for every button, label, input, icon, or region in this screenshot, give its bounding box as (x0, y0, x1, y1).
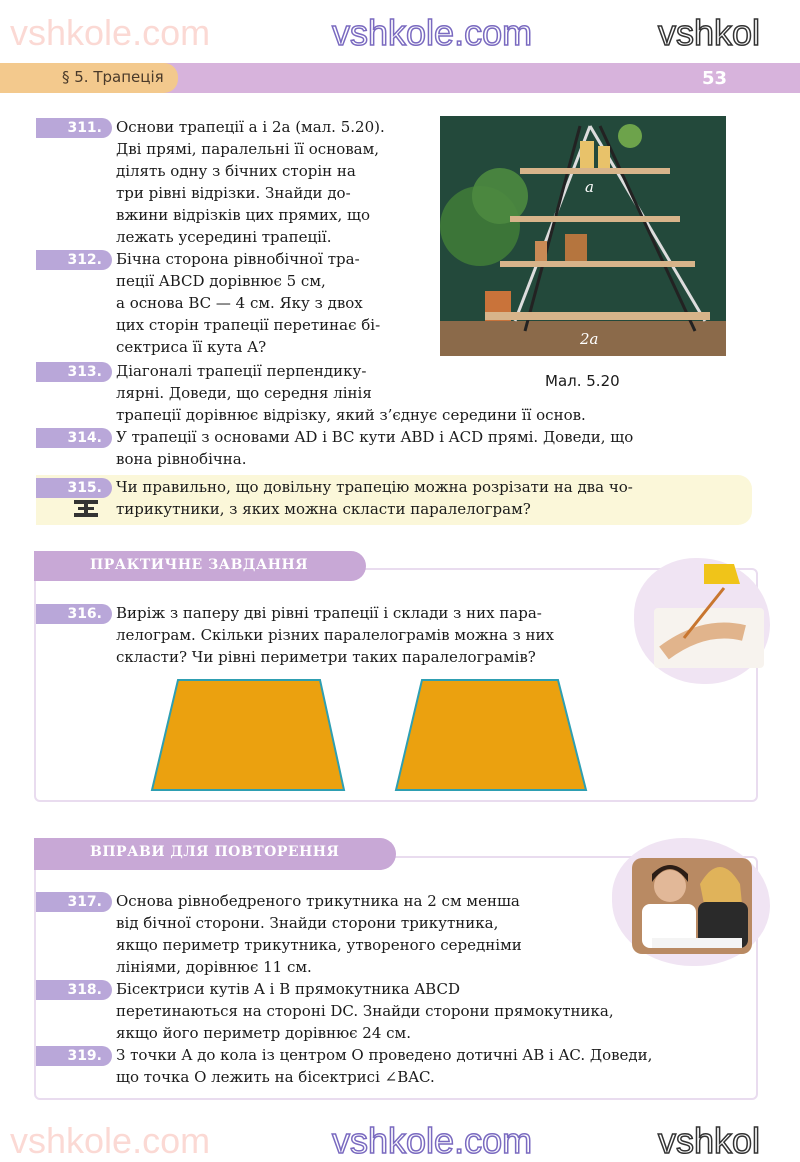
problem-311-line: Дві прямі, паралельні її основам, (116, 140, 380, 158)
problem-318-line: якщо його периметр дорівнює 24 см. (116, 1024, 411, 1042)
problem-316-line: Виріж з паперу дві рівні трапеції і склади з них пара- (116, 604, 542, 622)
practical-header: ПРАКТИЧНЕ ЗАВДАННЯ (34, 551, 366, 581)
trapezoid-left (152, 680, 344, 790)
problem-318-line: перетинаються на стороні DC. Знайди сторони прямокутника, (116, 1002, 614, 1020)
figure-caption: Мал. 5.20 (545, 372, 620, 390)
problem-314-line: вона рівнобічна. (116, 450, 247, 468)
problem-312-text (116, 248, 422, 358)
trapezoids-figure (140, 672, 600, 798)
problem-312-line: Бічна сторона рівнобічної тра- (116, 250, 360, 268)
problem-319-text (116, 1044, 736, 1088)
label-2a: 2a (580, 330, 599, 348)
problem-312-line: цих сторін трапеції перетинає бі- (116, 316, 381, 334)
problem-318-text (116, 1000, 736, 1044)
problem-number-311: 311. (36, 118, 112, 138)
problem-317-text (116, 890, 598, 978)
problem-315-line: тирикутники, з яких можна скласти паралелограм? (116, 500, 531, 518)
problem-311-line: лежать усередині трапеції. (116, 228, 332, 246)
problem-313-text (116, 360, 422, 404)
problem-number-313: 313. (36, 362, 112, 382)
problem-311-line: ділять одну з бічних сторін на (116, 162, 356, 180)
watermark: vshkole.com (10, 1120, 211, 1161)
problem-317-line: Основа рівнобедреного трикутника на 2 см менша (116, 892, 520, 910)
problem-313-line: лярні. Доведи, що середня лінія (116, 384, 372, 402)
shelf-photo (440, 116, 726, 356)
problem-316-line: скласти? Чи рівні периметри таких паралелограмів? (116, 648, 536, 666)
problem-number-316: 316. (36, 604, 112, 624)
problem-316-line: лелограм. Скільки різних паралелограмів можна з них (116, 626, 555, 644)
problem-314-line: У трапеції з основами AD і BC кути ABD і ACD прямі. Доведи, що (116, 428, 634, 446)
problem-number-318: 318. (36, 980, 112, 1000)
problem-315-text (116, 476, 736, 520)
problem-313-line: трапеції дорівнює відрізку, який з’єднує середини її основ. (116, 406, 586, 424)
students-image (612, 838, 770, 966)
problem-318-line: Бісектриси кутів A і B прямокутника ABCD (116, 980, 460, 998)
watermark: vshkol (658, 1120, 761, 1161)
problem-314-text (116, 426, 736, 470)
problem-317-line: якщо периметр трикутника, утвореного середніми (116, 936, 522, 954)
problem-number-312: 312. (36, 250, 112, 270)
problem-319-line: що точка O лежить на бісектрисі ∠BAC. (116, 1068, 435, 1086)
problem-313-line: Діагоналі трапеції перпендику- (116, 362, 367, 380)
problem-312-line: а основа BC — 4 см. Яку з двох (116, 294, 363, 312)
problem-316-text (116, 602, 626, 668)
problem-315-line: Чи правильно, що довільну трапецію можна розрізати на два чо- (116, 478, 633, 496)
label-a: a (585, 178, 594, 196)
problem-number-314: 314. (36, 428, 112, 448)
problem-311-line: Основи трапеції a і 2a (мал. 5.20). (116, 118, 385, 136)
problem-317-line: лініями, дорівнює 11 см. (116, 958, 312, 976)
watermark: vshkole.com (10, 12, 211, 53)
problem-312-line: пеції ABCD дорівнює 5 см, (116, 272, 326, 290)
watermark: vshkole.com (332, 1120, 533, 1161)
watermark: vshkol (658, 12, 761, 53)
problem-319-line: З точки A до кола із центром O проведено дотичні AB і AC. Доведи, (116, 1046, 653, 1064)
problem-number-315: 315. (36, 478, 112, 498)
problem-311-line: вжини відрізків цих прямих, що (116, 206, 371, 224)
drawing-hands-image (634, 558, 770, 684)
problem-312-line: сектриса її кута A? (116, 338, 267, 356)
trapezoid-right (396, 680, 586, 790)
problem-number-317: 317. (36, 892, 112, 912)
review-header: ВПРАВИ ДЛЯ ПОВТОРЕННЯ (34, 838, 396, 870)
problem-311-text (116, 116, 422, 248)
problem-311-line: три рівні відрізки. Знайди до- (116, 184, 351, 202)
watermark: vshkole.com (332, 12, 533, 53)
puzzle-icon (72, 498, 102, 520)
page-number: 53 (702, 68, 728, 89)
problem-317-line: від бічної сторони. Знайди сторони трикутника, (116, 914, 499, 932)
problem-number-319: 319. (36, 1046, 112, 1066)
section-title: § 5. Трапеція (62, 68, 164, 86)
